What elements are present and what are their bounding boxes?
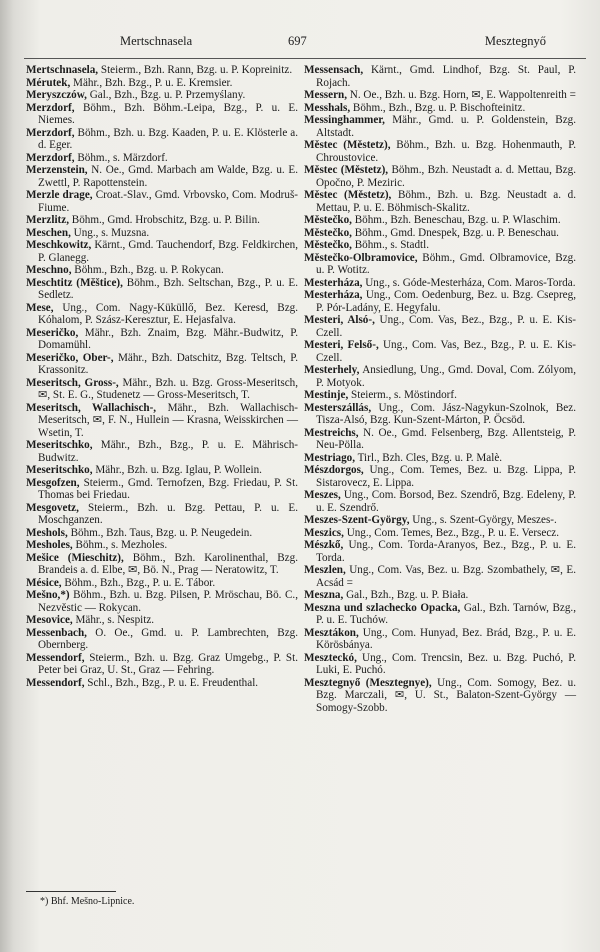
entry-details: Böhm., Gmd. Olbramovice, Bzg. u. P. Wotitz. bbox=[316, 251, 576, 276]
entry-details: Mähr., Bzh. Bzg., P. u. E. Kremsier. bbox=[70, 76, 233, 89]
entry-headword: Mérutek, bbox=[26, 76, 71, 89]
entry-details: Mähr., Bzh. u. Bzg. Iglau, P. Wollein. bbox=[92, 464, 262, 476]
gazetteer-entry bbox=[26, 527, 298, 540]
gazetteer-entry bbox=[26, 577, 298, 590]
entry-headword: Meshols, bbox=[26, 526, 68, 539]
entry-details: Steierm., Bzh. Rann, Bzg. u. P. Kopreinitz. bbox=[98, 64, 293, 76]
entry-details: Ung., Com. Borsod, Bez. Szendrő, Bzg. Edeleny, P. u. E. Szendrő. bbox=[316, 489, 576, 514]
entry-details: Ung., Com. Temes, Bez., Bzg., P. u. E. Versecz. bbox=[343, 526, 559, 539]
gazetteer-entry bbox=[304, 139, 576, 164]
entry-details: Böhm., s. Stadtl. bbox=[351, 239, 430, 251]
header-rule bbox=[24, 58, 586, 59]
entry-details: Böhm., Bzh. u. Bzg. Neustadt a. d. Mettau, P. u. E. Böhmisch-Skalitz. bbox=[316, 189, 576, 214]
entry-details: Böhm., Gmd. Dnespek, Bzg. u. P. Beneschau. bbox=[351, 226, 559, 239]
gazetteer-entry bbox=[26, 277, 298, 302]
entry-details: Ung., Com. Nagy-Küküllő, Bez. Keresd, Bzg. Kóhalom, P. Szász-Keresztur, E. Hejasfalva. bbox=[38, 301, 298, 326]
entry-headword: Mestreichs, bbox=[304, 426, 359, 439]
entry-details: Böhm., Bzh. u. Bzg. Hohenmauth, P. Chroustovice. bbox=[316, 139, 576, 164]
entry-details: Ung., Com. Vas, Bez., Bzg., P. u. E. Kis-Czell. bbox=[316, 314, 576, 339]
entry-headword: Meschno, bbox=[26, 264, 72, 276]
entry-headword: Mesteri, Alsó-, bbox=[304, 314, 375, 326]
entry-headword: Meszteckó, bbox=[304, 651, 357, 664]
entry-headword: Městečko, bbox=[304, 239, 352, 251]
entry-details: Ung., Com. Vas, Bez., Bzg., P. u. E. Kis-Czell. bbox=[316, 339, 577, 364]
entry-details: Mähr., Bzh. Wallachisch-Meseritsch, ✉, F. N., Hullein — Krasna, Weisskirchen — Wsetin, T. bbox=[38, 401, 298, 439]
entry-headword: Messensach, bbox=[304, 64, 364, 76]
entry-details: Böhm., Bzh., Bzg., P. u. E. Tábor. bbox=[61, 576, 216, 589]
entry-headword: Mese, bbox=[26, 301, 54, 314]
gazetteer-entry bbox=[26, 239, 298, 264]
gazetteer-entry bbox=[26, 477, 298, 502]
gazetteer-entry bbox=[26, 127, 298, 152]
entry-headword: Mesgovetz, bbox=[26, 501, 79, 514]
entry-headword: Meszna und szlachecko Opacka, bbox=[304, 601, 461, 614]
entry-headword: Meryszczów, bbox=[26, 89, 87, 101]
entry-details: Ung., Com. Temes, Bez. u. Bzg. Lippa, P. Sistarovecz, E. Lippa. bbox=[316, 464, 576, 489]
gazetteer-entry bbox=[304, 114, 576, 139]
entry-headword: Meseritsch, Gross-, bbox=[26, 376, 119, 389]
entry-details: Mähr., Bzh. u. Bzg. Gross-Meseritsch, ✉, St. E. G., Studenetz — Gross-Meseritsch, T. bbox=[38, 376, 298, 401]
gazetteer-entry bbox=[26, 64, 298, 77]
entry-headword: Městec (Městetz), bbox=[304, 189, 392, 201]
entry-details: Kärnt., Gmd. Tauchendorf, Bzg. Feldkirchen, P. Glanegg. bbox=[38, 239, 298, 264]
gazetteer-entry bbox=[304, 277, 576, 290]
entry-headword: Merzdorf, bbox=[26, 151, 75, 164]
entry-headword: Mesovice, bbox=[26, 614, 73, 626]
entry-details: Mähr., Gmd. u. P. Goldenstein, Bzg. Altstadt. bbox=[316, 114, 576, 139]
entry-details: Gal., Bzh. Tarnów, Bzg., P. u. E. Tuchów. bbox=[316, 601, 576, 626]
gazetteer-entry bbox=[26, 652, 298, 677]
entry-headword: Merzdorf, bbox=[26, 126, 75, 139]
gazetteer-entry bbox=[26, 164, 298, 189]
entry-details: Böhm., s. Mezholes. bbox=[72, 539, 168, 551]
entry-details: Steierm., s. Möstindorf. bbox=[348, 389, 457, 401]
gazetteer-entry bbox=[26, 464, 298, 477]
entry-headword: Mesgofzen, bbox=[26, 476, 80, 489]
gazetteer-entry bbox=[26, 214, 298, 227]
entry-details: O. Oe., Gmd. u. P. Lambrechten, Bzg. Obernberg. bbox=[38, 626, 298, 651]
gazetteer-entry bbox=[304, 164, 576, 189]
gazetteer-entry bbox=[304, 364, 576, 389]
gazetteer-entry bbox=[26, 589, 298, 614]
entry-headword: Messenbach, bbox=[26, 626, 87, 639]
entry-details: Böhm., Bzh. Seltschan, Bzg., P. u. E. Sedletz. bbox=[38, 276, 298, 301]
entry-details: Böhm., Bzh., Bzg. u. P. Bischofteinitz. bbox=[350, 101, 526, 114]
entry-headword: Městec (Městetz), bbox=[304, 164, 389, 176]
entry-details: Böhm., Bzh. Beneschau, Bzg. u. P. Wlaschim. bbox=[351, 214, 561, 226]
entry-headword: Meseritschko, bbox=[26, 439, 93, 451]
entry-headword: Meszlen, bbox=[304, 564, 346, 576]
gazetteer-entry bbox=[304, 227, 576, 240]
gazetteer-entry bbox=[304, 252, 576, 277]
entry-headword: Mészkő, bbox=[304, 539, 344, 551]
gazetteer-entry bbox=[304, 339, 576, 364]
gazetteer-entry bbox=[304, 627, 576, 652]
gazetteer-entry bbox=[26, 89, 298, 102]
entry-details: Böhm., Bzh. u. Bzg. Pilsen, P. Mröschau, Bö. C., Nezvěstic — Rokycan. bbox=[38, 589, 298, 614]
entry-headword: Mertschnasela, bbox=[26, 64, 99, 76]
entry-details: Böhm., Bzh. Karolinenthal, Bzg. Brandeis a. d. Elbe, ✉, Bö. N., Prag — Neratowitz, T. bbox=[38, 551, 298, 576]
gazetteer-entry bbox=[26, 377, 298, 402]
entry-headword: Meseričko, bbox=[26, 326, 79, 339]
entry-details: Ung., Com. Jász-Nagykun-Szolnok, Bez. Tisza-Alsó, Bzg. Kun-Szent-Márton, P. Öcsöd. bbox=[316, 401, 576, 426]
entry-headword: Mesteri, Felső-, bbox=[304, 339, 379, 351]
entry-details: Ung., Com. Torda-Aranyos, Bez., Bzg., P. u. E. Torda. bbox=[316, 539, 576, 564]
header-right-word: Mesztegnyő bbox=[484, 34, 546, 48]
entry-headword: Mesholes, bbox=[26, 539, 73, 551]
entry-details: Steierm., Bzh. u. Bzg. Graz Umgebg., P. St. Peter bei Graz, U. St., Graz — Fehring. bbox=[38, 651, 298, 676]
entry-details: Ansiedlung, Ung., Gmd. Doval, Com. Zólyom, P. Motyok. bbox=[316, 364, 576, 389]
entry-details: Böhm., Bzh. Neustadt a. d. Mettau, Bzg. Opočno, P. Meziric. bbox=[316, 164, 576, 189]
entry-headword: Mestriago, bbox=[304, 451, 356, 464]
page-number: 697 bbox=[288, 34, 307, 48]
entry-details: Mähr., s. Nespitz. bbox=[72, 614, 155, 626]
gazetteer-entry bbox=[26, 402, 298, 440]
entry-details: N. Oe., Bzh. u. Bzg. Horn, ✉, E. Wappoltenreith = bbox=[347, 89, 576, 101]
entry-details: Ung., Com. Hunyad, Bez. Brád, Bzg., P. u. E. Körösbánya. bbox=[316, 626, 576, 651]
gazetteer-entry bbox=[26, 77, 298, 90]
entry-headword: Mešice (Mieschitz), bbox=[26, 551, 124, 564]
entry-details: Ung., s. Góde-Mesterháza, Com. Maros-Torda. bbox=[362, 276, 576, 289]
gazetteer-entry bbox=[304, 239, 576, 252]
gazetteer-entry bbox=[304, 102, 576, 115]
entry-headword: Meseritsch, Wallachisch-, bbox=[26, 401, 157, 414]
entry-headword: Messern, bbox=[304, 89, 348, 101]
gazetteer-entry bbox=[304, 527, 576, 540]
entry-headword: Meschkowitz, bbox=[26, 239, 92, 251]
entry-headword: Městec (Městetz), bbox=[304, 139, 391, 151]
entry-headword: Messhals, bbox=[304, 101, 351, 114]
entry-details: Steierm., Bzh. u. Bzg. Pettau, P. u. E. Moschganzen. bbox=[38, 501, 298, 526]
gazetteer-entry bbox=[304, 452, 576, 465]
footnote: *) Bhf. Mešno-Lipnice. bbox=[40, 896, 135, 907]
gazetteer-entry bbox=[26, 502, 298, 527]
header-left-word: Mertschnasela bbox=[120, 34, 193, 48]
entry-details: Steierm., Gmd. Ternofzen, Bzg. Friedau, P. St. Thomas bei Friedau. bbox=[38, 476, 298, 501]
gazetteer-entry bbox=[26, 439, 298, 464]
entry-details: Mähr., Bzh. Znaim, Bzg. Mähr.-Budwitz, P. Domamühl. bbox=[38, 326, 298, 351]
entry-headword: Meszes, bbox=[304, 489, 341, 501]
entry-headword: Meschtitz (Mĕštice), bbox=[26, 276, 123, 289]
right-column bbox=[304, 64, 576, 714]
gazetteer-entry bbox=[26, 327, 298, 352]
left-column bbox=[26, 64, 298, 689]
entry-headword: Messendorf, bbox=[26, 651, 85, 664]
gazetteer-entry bbox=[26, 539, 298, 552]
entry-details: Tirl., Bzh. Cles, Bzg. u. P. Malè. bbox=[355, 451, 503, 464]
gazetteer-entry bbox=[26, 302, 298, 327]
entry-details: Ung., Com. Vas, Bez. u. Bzg. Szombathely, ✉, E. Acsád = bbox=[316, 564, 576, 589]
gazetteer-entry bbox=[304, 314, 576, 339]
gazetteer-entry bbox=[304, 464, 576, 489]
gazetteer-entry bbox=[304, 402, 576, 427]
running-header bbox=[24, 34, 582, 52]
gazetteer-entry bbox=[304, 427, 576, 452]
entry-details: N. Oe., Gmd. Felsenberg, Bzg. Allentsteig, P. Neu-Pölla. bbox=[316, 426, 576, 451]
gazetteer-entry bbox=[304, 564, 576, 589]
gazetteer-entry bbox=[26, 614, 298, 627]
gazetteer-entry bbox=[304, 214, 576, 227]
entry-headword: Městečko, bbox=[304, 214, 352, 226]
entry-details: Ung., s. Muzsna. bbox=[70, 226, 150, 239]
gazetteer-entry bbox=[304, 289, 576, 314]
entry-headword: Merzdorf, bbox=[26, 101, 75, 114]
gazetteer-entry bbox=[304, 89, 576, 102]
entry-details: Böhm., Bzh. Taus, Bzg. u. P. Neugedein. bbox=[67, 526, 253, 539]
entry-headword: Mesterháza, bbox=[304, 276, 363, 289]
entry-headword: Merzenstein, bbox=[26, 164, 88, 176]
gazetteer-entry bbox=[304, 189, 576, 214]
entry-headword: Mészdorgos, bbox=[304, 464, 364, 476]
gazetteer-entry bbox=[26, 627, 298, 652]
entry-headword: Messendorf, bbox=[26, 676, 85, 689]
entry-headword: Merzle drage, bbox=[26, 189, 93, 201]
entry-headword: Merzlitz, bbox=[26, 214, 69, 226]
entry-headword: Meseritschko, bbox=[26, 464, 93, 476]
gazetteer-entry bbox=[304, 389, 576, 402]
entry-details: Böhm., Bzh. u. Bzg. Kaaden, P. u. E. Klösterle a. d. Eger. bbox=[38, 126, 298, 151]
entry-headword: Městečko-Olbramovice, bbox=[304, 251, 418, 264]
entry-details: Croat.-Slav., Gmd. Vrbovsko, Com. Modruš-Fiume. bbox=[38, 189, 298, 214]
gazetteer-entry bbox=[304, 677, 576, 715]
entry-details: Mähr., Bzh. Datschitz, Bzg. Teltsch, P. Krassonitz. bbox=[38, 351, 298, 376]
entry-details: Ung., Com. Trencsin, Bez. u. Bzg. Puchó, P. Luki, E. Puchó. bbox=[316, 651, 576, 676]
gazetteer-entry bbox=[26, 152, 298, 165]
entry-headword: Meseričko, Ober-, bbox=[26, 351, 114, 364]
gazetteer-entry bbox=[304, 539, 576, 564]
entry-headword: Mesztákon, bbox=[304, 626, 359, 639]
gazetteer-entry bbox=[26, 227, 298, 240]
entry-details: Böhm., Bzh. Böhm.-Leipa, Bzg., P. u. E. Niemes. bbox=[38, 101, 298, 126]
gazetteer-entry bbox=[26, 352, 298, 377]
entry-details: Schl., Bzh., Bzg., P. u. E. Freudenthal. bbox=[84, 676, 259, 689]
gazetteer-entry bbox=[304, 489, 576, 514]
gazetteer-entry bbox=[304, 602, 576, 627]
entry-headword: Messinghammer, bbox=[304, 114, 385, 126]
gazetteer-entry bbox=[26, 264, 298, 277]
entry-details: Gal., Bzh., Bzg. u. P. Biała. bbox=[343, 589, 469, 601]
entry-details: Gal., Bzh., Bzg. u. P. Przemyślany. bbox=[86, 89, 246, 101]
entry-headword: Mestinje, bbox=[304, 389, 349, 401]
entry-headword: Meschen, bbox=[26, 226, 71, 239]
entry-headword: Meszes-Szent-György, bbox=[304, 514, 410, 526]
gazetteer-entry bbox=[304, 652, 576, 677]
footnote-rule bbox=[26, 891, 116, 892]
gazetteer-entry bbox=[304, 64, 576, 89]
entry-headword: Mésice, bbox=[26, 576, 62, 589]
entry-details: Böhm., Bzh., Bzg. u. P. Rokycan. bbox=[71, 264, 224, 276]
entry-headword: Městečko, bbox=[304, 226, 352, 239]
entry-details: Ung., s. Szent-György, Meszes-. bbox=[409, 514, 557, 526]
entry-details: Ung., Com. Somogy, Bez. u. Bzg. Marczali, ✉, U. St., Balaton-Szent-György — Somogy-Szobb. bbox=[316, 676, 576, 714]
entry-details: Böhm., Gmd. Hrobschitz, Bzg. u. P. Bilin. bbox=[68, 214, 260, 226]
entry-headword: Meszna, bbox=[304, 589, 344, 601]
gazetteer-entry bbox=[26, 552, 298, 577]
entry-details: N. Oe., Gmd. Marbach am Walde, Bzg. u. E. Zwettl, P. Rapottenstein. bbox=[38, 164, 298, 189]
entry-details: Kärnt., Gmd. Lindhof, Bzg. St. Paul, P. Rojach. bbox=[316, 64, 576, 89]
entry-details: Ung., Com. Oedenburg, Bez. u. Bzg. Csepreg, P. Pór-Ladány, E. Hegyfalu. bbox=[316, 289, 576, 314]
gazetteer-entry bbox=[26, 677, 298, 690]
entry-details: Mähr., Bzh., Bzg., P. u. E. Mährisch-Budwitz. bbox=[38, 439, 298, 464]
entry-details: Böhm., s. Märzdorf. bbox=[74, 151, 168, 164]
entry-headword: Meszics, bbox=[304, 526, 344, 539]
gazetteer-entry bbox=[304, 514, 576, 527]
gazetteer-entry bbox=[26, 189, 298, 214]
entry-headword: Mesztegnyő (Mesztegnye), bbox=[304, 676, 432, 689]
entry-headword: Mesterháza, bbox=[304, 289, 363, 301]
gazetteer-entry bbox=[304, 589, 576, 602]
gazetteer-entry bbox=[26, 102, 298, 127]
entry-headword: Mesterhely, bbox=[304, 364, 360, 376]
entry-headword: Mesterszállás, bbox=[304, 401, 372, 414]
entry-headword: Mešno,*) bbox=[26, 589, 70, 601]
